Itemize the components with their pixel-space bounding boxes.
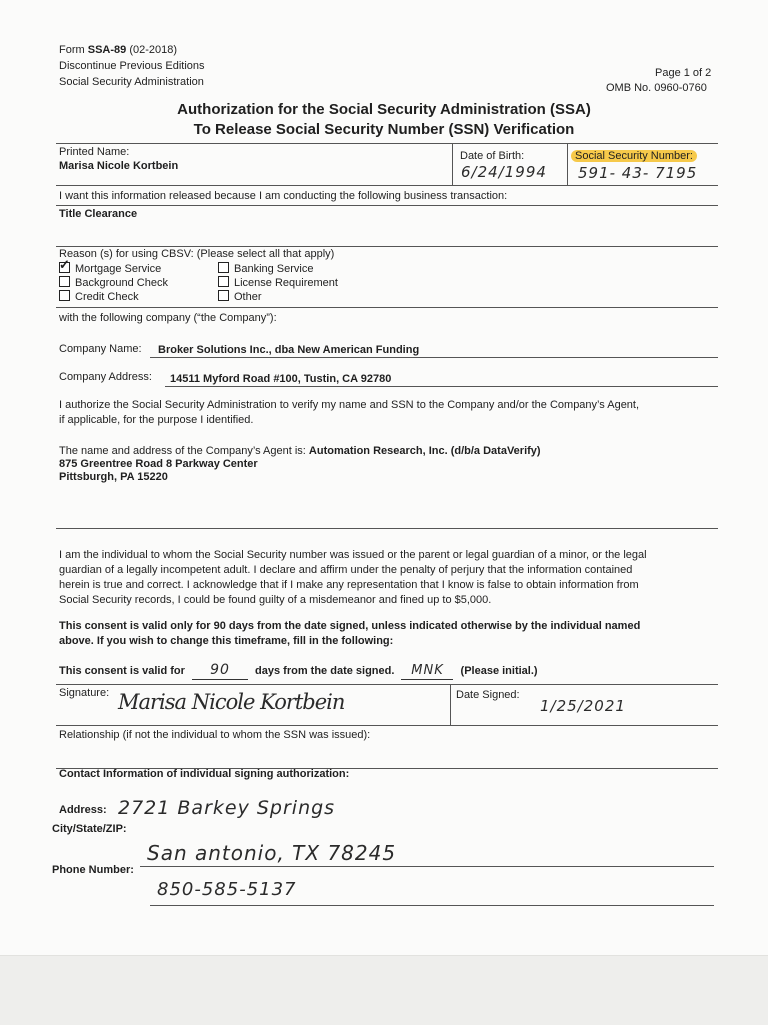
agent-label: The name and address of the Company’s Agent is:: [59, 445, 306, 457]
consent-line-1: This consent is valid only for 90 days from the date signed, unless indicated otherwise by the individual named: [59, 620, 641, 632]
signature-label: Signature:: [59, 687, 110, 699]
declaration-line: I am the individual to whom the Social Security number was issued or the parent or legal guardian of a minor, or the legal: [59, 549, 647, 561]
consent-text: [59, 619, 724, 649]
initial-field[interactable]: [401, 663, 453, 680]
checkbox-icon[interactable]: [218, 262, 229, 273]
rule: [56, 205, 718, 206]
omb-number: OMB No. 0960-0760: [606, 82, 707, 94]
agent-name: Automation Research, Inc. (d/b/a DataVerify): [308, 445, 541, 457]
cbsv-option-mortgage[interactable]: [59, 262, 168, 276]
checkbox-icon[interactable]: [218, 290, 229, 301]
cbsv-option-banking[interactable]: [218, 262, 338, 276]
consent-line-2: above. If you wish to change this timeframe, fill in the following:: [59, 635, 394, 647]
valid-for-label: This consent is valid for: [59, 665, 185, 677]
form-date: (02-2018): [126, 44, 178, 56]
agent-address-2: Pittsburgh, PA 15220: [59, 471, 168, 483]
option-label: Banking Service: [234, 263, 314, 275]
checkbox-checked-icon[interactable]: [59, 262, 70, 273]
declaration: [59, 548, 724, 608]
consent-period-row: [59, 663, 538, 680]
printed-name-value[interactable]: Marisa Nicole Kortbein: [59, 160, 179, 172]
rule: [56, 684, 718, 685]
form-number: SSA-89: [87, 44, 127, 56]
company-name-label: Company Name:: [59, 343, 142, 355]
scan-margin: [0, 955, 768, 1025]
signature-value[interactable]: Marisa Nicole Kortbein: [118, 690, 345, 714]
cbsv-option-credit[interactable]: [59, 290, 168, 304]
authorize-text: [59, 398, 719, 428]
company-address-value[interactable]: 14511 Myford Road #100, Tustin, CA 92780: [170, 373, 392, 385]
option-label: Other: [234, 291, 262, 303]
rule: [452, 143, 453, 185]
rule: [56, 307, 718, 308]
declaration-line: Social Security records, I could be found guilty of a misdemeanor and fined up to $5,000.: [59, 594, 492, 606]
option-label: Mortgage Service: [75, 263, 162, 275]
cbsv-options-col-1: [59, 262, 168, 304]
transaction-label: I want this information released because I am conducting the following business transaction:: [59, 190, 508, 202]
relationship-label: Relationship (if not the individual to whom the SSN was issued):: [59, 729, 371, 741]
company-name-value[interactable]: Broker Solutions Inc., dba New American Funding: [158, 344, 420, 356]
cbsv-label: Reason (s) for using CBSV: (Please select all that apply): [59, 248, 335, 260]
cbsv-option-other[interactable]: [218, 290, 338, 304]
rule: [150, 357, 718, 358]
rule: [56, 143, 718, 144]
option-label: License Requirement: [234, 277, 338, 289]
initial-value: MNK: [411, 663, 444, 678]
rule: [56, 246, 718, 247]
agent-address-1: 875 Greentree Road 8 Parkway Center: [59, 458, 258, 470]
address-label: Address:: [59, 804, 107, 816]
authorize-line-2: if applicable, for the purpose I identified.: [59, 414, 254, 426]
page-number: Page 1 of 2: [655, 67, 712, 79]
address-value[interactable]: 2721 Barkey Springs: [118, 797, 336, 819]
transaction-value[interactable]: Title Clearance: [59, 208, 138, 220]
cbsv-option-license[interactable]: [218, 276, 338, 290]
form-id: [59, 44, 177, 57]
dob-value[interactable]: 6/24/1994: [461, 163, 547, 181]
days-value: 90: [210, 662, 230, 678]
printed-name-label: Printed Name:: [59, 146, 130, 158]
checkbox-icon[interactable]: [59, 290, 70, 301]
date-signed-value[interactable]: 1/25/2021: [540, 697, 626, 715]
checkbox-icon[interactable]: [218, 276, 229, 287]
form-prefix: Form: [59, 44, 88, 56]
company-address-label: Company Address:: [59, 371, 152, 383]
declaration-line: herein is true and correct. I acknowledge that if I make any representation that I know is false to obtain information from: [59, 579, 639, 591]
option-label: Credit Check: [75, 291, 139, 303]
days-label: days from the date signed.: [255, 665, 395, 677]
option-label: Background Check: [75, 277, 168, 289]
discontinue-note: Discontinue Previous Editions: [59, 60, 205, 72]
initial-label: (Please initial.): [460, 665, 538, 677]
cbsv-options-col-2: [218, 262, 338, 304]
rule: [567, 143, 568, 185]
days-field[interactable]: [192, 663, 248, 680]
rule: [450, 684, 451, 725]
form-title-line-2: To Release Social Security Number (SSN) Verification: [193, 121, 575, 138]
rule: [56, 185, 718, 186]
city-label: City/State/ZIP:: [52, 823, 127, 835]
dob-label: Date of Birth:: [460, 150, 525, 162]
checkbox-icon[interactable]: [59, 276, 70, 287]
city-value[interactable]: San antonio, TX 78245: [147, 841, 397, 865]
company-intro: with the following company (“the Company”):: [59, 312, 277, 324]
ssn-label-highlight: Social Security Number:: [571, 150, 697, 162]
agency-name: Social Security Administration: [59, 76, 204, 88]
form-title-line-1: Authorization for the Social Security Administration (SSA): [177, 101, 591, 118]
ssn-label: [571, 150, 697, 163]
ssn-value[interactable]: 591- 43- 7195: [578, 164, 698, 182]
rule: [150, 905, 714, 906]
phone-value[interactable]: 850-585-5137: [157, 879, 297, 900]
phone-label: Phone Number:: [52, 864, 134, 876]
cbsv-option-background[interactable]: [59, 276, 168, 290]
authorize-line-1: I authorize the Social Security Administration to verify my name and SSN to the Company and/or the Company’s Agent,: [59, 399, 640, 411]
declaration-line: guardian of a legally incompetent adult. I declare and affirm under the penalty of perjury that the information contained: [59, 564, 633, 576]
rule: [56, 725, 718, 726]
rule: [165, 386, 718, 387]
rule: [140, 866, 714, 867]
date-signed-label: Date Signed:: [456, 689, 520, 701]
rule: [56, 528, 718, 529]
contact-heading: Contact Information of individual signing authorization:: [59, 768, 350, 780]
